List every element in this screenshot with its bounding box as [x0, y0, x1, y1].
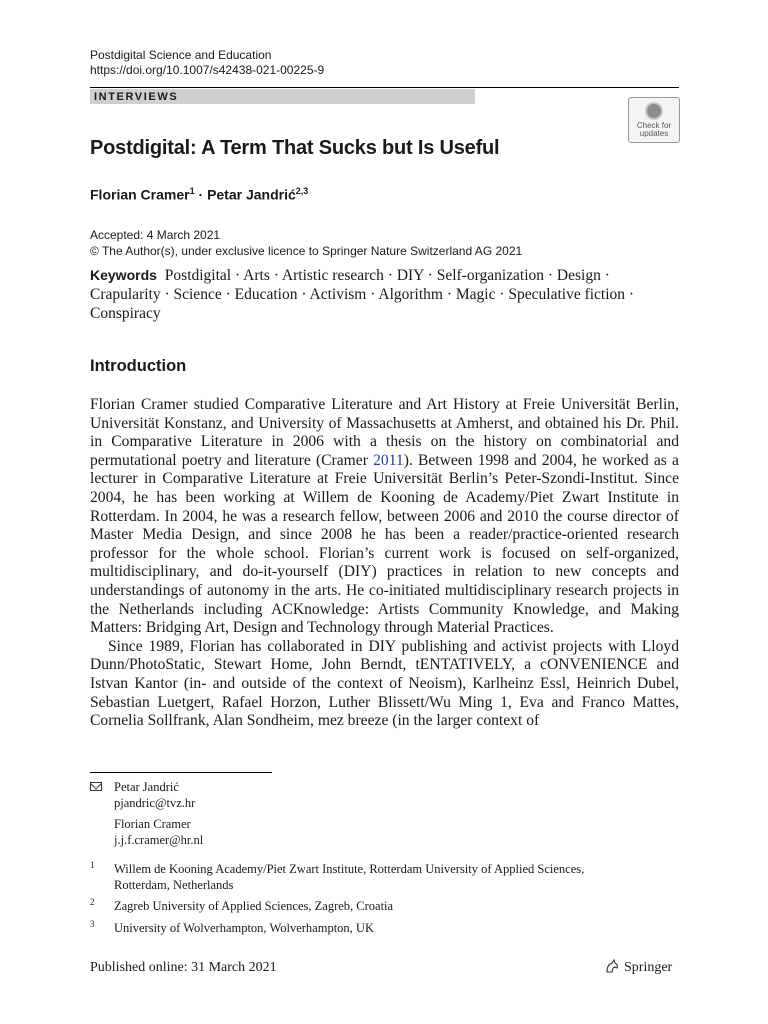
author-affiliation-mark: 2,3	[295, 186, 309, 196]
citation-link[interactable]: 2011	[373, 451, 404, 469]
affiliation-number: 2	[90, 897, 95, 907]
keywords-label: Keywords	[90, 267, 157, 283]
affiliation-text: Willem de Kooning Academy/Piet Zwart Institute, Rotterdam University of Applied Sciences,	[114, 862, 585, 876]
contact-entry	[114, 817, 203, 848]
check-for-updates-icon	[645, 102, 663, 120]
author-name[interactable]: Petar Jandrić	[207, 186, 296, 203]
springer-horse-icon	[604, 958, 620, 974]
published-date: Published online: 31 March 2021	[90, 960, 277, 975]
footnote-rule	[90, 772, 272, 773]
keywords-block	[90, 266, 679, 323]
paragraph-text: ). Between 1998 and 2004, he worked as a lecturer in Comparative Literature at Freie Universität Berlin’s Peter-Szondi-Institut. Since 2004, he has been working at Willem de Kooning de Academy/Piet Zwart Institute in Rotterdam. In 2004, he was a research fellow, between 2006 and 2010 the course director of Master Media Design, and since 2008 he has been a reader/practice-oriented research professor for the whole school. Florian’s current work is focused on self-organized, multidisciplinary, and do-it-yourself (DIY) practices in relation to new concepts and understandings of autonomy in the arts. He co-initiated multidisciplinary research projects in the Netherlands including ACKnowledge: Artists Community Knowledge, and Making Matters: Bridging Art, Design and Technology through Material Practices.	[90, 451, 679, 637]
section-heading-introduction: Introduction	[90, 357, 187, 375]
check-for-updates-badge[interactable]	[628, 97, 680, 143]
affiliation-text: Rotterdam, Netherlands	[114, 877, 234, 892]
author-name[interactable]: Florian Cramer	[90, 186, 190, 203]
journal-name: Postdigital Science and Education	[90, 48, 272, 62]
affiliation-text: Zagreb University of Applied Sciences, Zagreb, Croatia	[114, 899, 394, 913]
contact-email[interactable]: pjandric@tvz.hr	[114, 795, 196, 810]
contact-entry	[114, 780, 195, 811]
journal-header	[90, 48, 324, 78]
keywords-list: Postdigital · Arts · Artistic research · DIY · Self-organization · Design · Crapularity · Science · Education · Activism · Algorithm · Magic · Speculative fiction · Conspiracy	[90, 267, 635, 322]
author-separator: ·	[194, 186, 208, 203]
header-rule	[90, 87, 679, 88]
publisher-logo[interactable]	[604, 958, 672, 976]
paragraph	[90, 396, 679, 638]
section-label: INTERVIEWS	[94, 91, 179, 103]
envelope-icon	[90, 782, 102, 791]
contact-name: Florian Cramer	[114, 817, 191, 831]
body-text	[90, 396, 679, 731]
copyright-line: © The Author(s), under exclusive licence to Springer Nature Switzerland AG 2021	[90, 244, 523, 258]
author-affiliation-mark: 1	[189, 186, 195, 196]
publisher-name: Springer	[624, 960, 673, 975]
paragraph: Since 1989, Florian has collaborated in DIY publishing and activist projects with Lloyd Dunn/PhotoStatic, Stewart Home, John Berndt, tENTATIVELY, a cONVENIENCE and Istvan Kantor (in- and outside of the context of Neoism), Karlheinz Essl, Heinrich Dubel, Sebastian Luetgert, Rafael Horzon, Luther Blissett/Wu Ming 1, Eva and Franco Mattes, Cornelia Sollfrank, Alan Sondheim, mez breeze (in the larger context of	[90, 637, 679, 730]
affiliation-text: University of Wolverhampton, Wolverhampton, UK	[114, 921, 374, 935]
contact-name: Petar Jandrić	[114, 780, 179, 794]
check-updates-line2: updates	[639, 129, 669, 138]
affiliation-number: 3	[90, 919, 95, 929]
paragraph-text: Florian Cramer studied Comparative Literature and Art History at Freie Universität Berlin, Universität Konstanz, and University of Massachusetts at Amherst, and obtained his Dr. Phil. in Comparative Literature in 2006 with a thesis on the history on combinatorial and permutational poetry and literature (Cramer	[90, 396, 679, 469]
doi-link[interactable]: https://doi.org/10.1007/s42438-021-00225-9	[90, 63, 325, 77]
check-updates-line1: Check for	[636, 121, 672, 130]
article-meta	[90, 227, 522, 259]
contact-email[interactable]: j.j.f.cramer@hr.nl	[114, 832, 204, 847]
affiliation-number: 1	[90, 860, 95, 870]
accepted-date: Accepted: 4 March 2021	[90, 228, 221, 242]
author-list	[90, 186, 308, 203]
article-title: Postdigital: A Term That Sucks but Is Useful	[90, 137, 500, 159]
